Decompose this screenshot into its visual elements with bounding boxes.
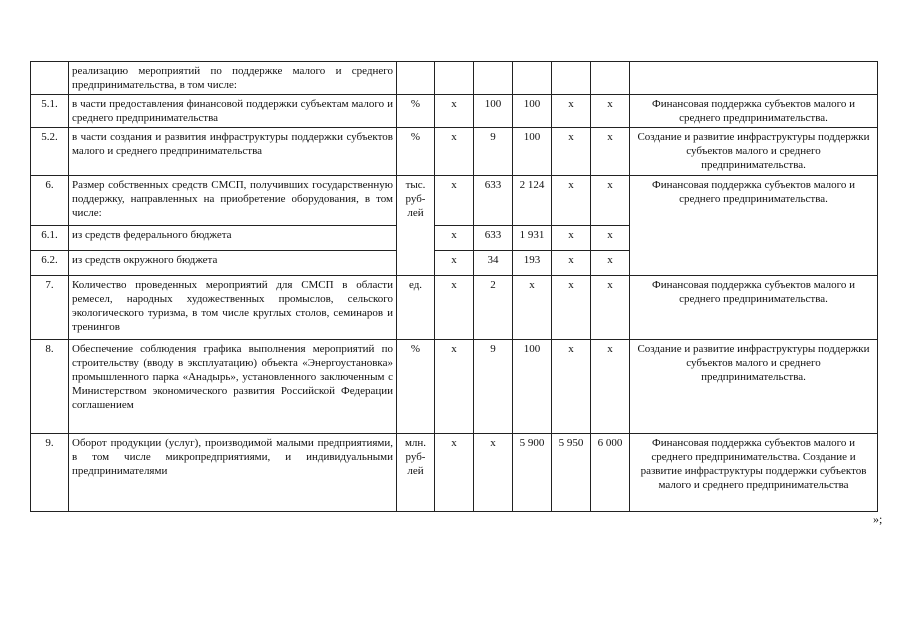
row-value-1: х	[435, 176, 474, 226]
row-description: Обеспечение соблюдения графика выполнения мероприятий по строительству (вводу в эксплуатацию) объекта «Энергоустановка» промышленного парка «Анадырь», установленного заключенным с Министерством экономического развития Российской Федерации соглашением	[69, 340, 397, 434]
row-value-1: х	[435, 340, 474, 434]
row-unit: ед.	[397, 276, 435, 340]
row-value-5	[591, 62, 630, 95]
row-description: Количество проведенных мероприятий для СМСП в области ремесел, народных художественных промыслов, сельского экологического туризма, в том числе круглых столов, семинаров и тренингов	[69, 276, 397, 340]
row-number: 7.	[31, 276, 69, 340]
row-value-3: х	[513, 276, 552, 340]
row-unit: млн. руб-лей	[397, 434, 435, 512]
row-value-4: х	[552, 251, 591, 276]
row-value-1: х	[435, 434, 474, 512]
row-value-4: х	[552, 176, 591, 226]
row-number: 8.	[31, 340, 69, 434]
row-note: Финансовая поддержка субъектов малого и среднего предпринимательства. Создание и развитие инфраструктуры поддержки субъектов малого и среднего предпринимательства	[630, 434, 878, 512]
row-value-2: 633	[474, 176, 513, 226]
row-note: Создание и развитие инфраструктуры поддержки субъектов малого и среднего предпринимательства.	[630, 340, 878, 434]
table-row	[31, 434, 878, 512]
row-description: Размер собственных средств СМСП, получивших государственную поддержку, направленных на приобретение оборудования, в том числе:	[69, 176, 397, 226]
row-value-1: х	[435, 226, 474, 251]
row-value-2: 34	[474, 251, 513, 276]
row-value-3: 1 931	[513, 226, 552, 251]
table-row	[31, 276, 878, 340]
row-value-5: х	[591, 251, 630, 276]
row-value-4: 5 950	[552, 434, 591, 512]
row-value-4: х	[552, 95, 591, 128]
row-value-3	[513, 62, 552, 95]
table-row	[31, 176, 878, 226]
row-value-4	[552, 62, 591, 95]
row-value-1: х	[435, 276, 474, 340]
table-row	[31, 62, 878, 95]
row-unit: тыс. руб-лей	[397, 176, 435, 276]
row-value-3: 100	[513, 340, 552, 434]
row-value-2: 100	[474, 95, 513, 128]
row-value-2: 9	[474, 340, 513, 434]
row-number: 5.1.	[31, 95, 69, 128]
row-value-1: х	[435, 128, 474, 176]
table-row	[31, 128, 878, 176]
row-value-5: 6 000	[591, 434, 630, 512]
row-description: Оборот продукции (услуг), производимой малыми предприятиями, в том числе микропредприятиями, и индивидуальными предпринимателями	[69, 434, 397, 512]
row-value-3: 193	[513, 251, 552, 276]
row-description: из средств федерального бюджета	[69, 226, 397, 251]
row-number: 5.2.	[31, 128, 69, 176]
row-value-4: х	[552, 226, 591, 251]
indicators-table	[30, 61, 878, 512]
row-value-5: х	[591, 95, 630, 128]
row-unit: %	[397, 340, 435, 434]
row-note: Финансовая поддержка субъектов малого и среднего предпринимательства.	[630, 176, 878, 276]
row-description: в части создания и развития инфраструктуры поддержки субъектов малого и среднего предпринимательства	[69, 128, 397, 176]
row-description: в части предоставления финансовой поддержки субъектам малого и среднего предпринимательства	[69, 95, 397, 128]
row-value-1	[435, 62, 474, 95]
row-value-1: х	[435, 95, 474, 128]
row-number: 6.	[31, 176, 69, 226]
row-value-3: 100	[513, 128, 552, 176]
row-number: 9.	[31, 434, 69, 512]
row-value-3: 5 900	[513, 434, 552, 512]
row-description: реализацию мероприятий по поддержке малого и среднего предпринимательства, в том числе:	[69, 62, 397, 95]
row-value-5: х	[591, 340, 630, 434]
row-value-2: 633	[474, 226, 513, 251]
row-value-5: х	[591, 276, 630, 340]
table-row	[31, 95, 878, 128]
row-value-5: х	[591, 176, 630, 226]
row-unit: %	[397, 95, 435, 128]
row-note: Финансовая поддержка субъектов малого и среднего предпринимательства.	[630, 276, 878, 340]
row-number: 6.2.	[31, 251, 69, 276]
row-value-2	[474, 62, 513, 95]
row-value-3: 2 124	[513, 176, 552, 226]
row-note: Создание и развитие инфраструктуры поддержки субъектов малого и среднего предпринимательства.	[630, 128, 878, 176]
row-note: Финансовая поддержка субъектов малого и среднего предпринимательства.	[630, 95, 878, 128]
row-value-4: х	[552, 276, 591, 340]
row-number: 6.1.	[31, 226, 69, 251]
row-unit: %	[397, 128, 435, 176]
row-description: из средств окружного бюджета	[69, 251, 397, 276]
row-value-4: х	[552, 128, 591, 176]
row-value-5: х	[591, 226, 630, 251]
closing-quote: »;	[873, 512, 883, 526]
row-unit	[397, 62, 435, 95]
table-row	[31, 340, 878, 434]
row-value-5: х	[591, 128, 630, 176]
row-value-2: х	[474, 434, 513, 512]
row-note	[630, 62, 878, 95]
row-value-4: х	[552, 340, 591, 434]
row-value-1: х	[435, 251, 474, 276]
row-value-3: 100	[513, 95, 552, 128]
row-number	[31, 62, 69, 95]
row-value-2: 9	[474, 128, 513, 176]
row-value-2: 2	[474, 276, 513, 340]
